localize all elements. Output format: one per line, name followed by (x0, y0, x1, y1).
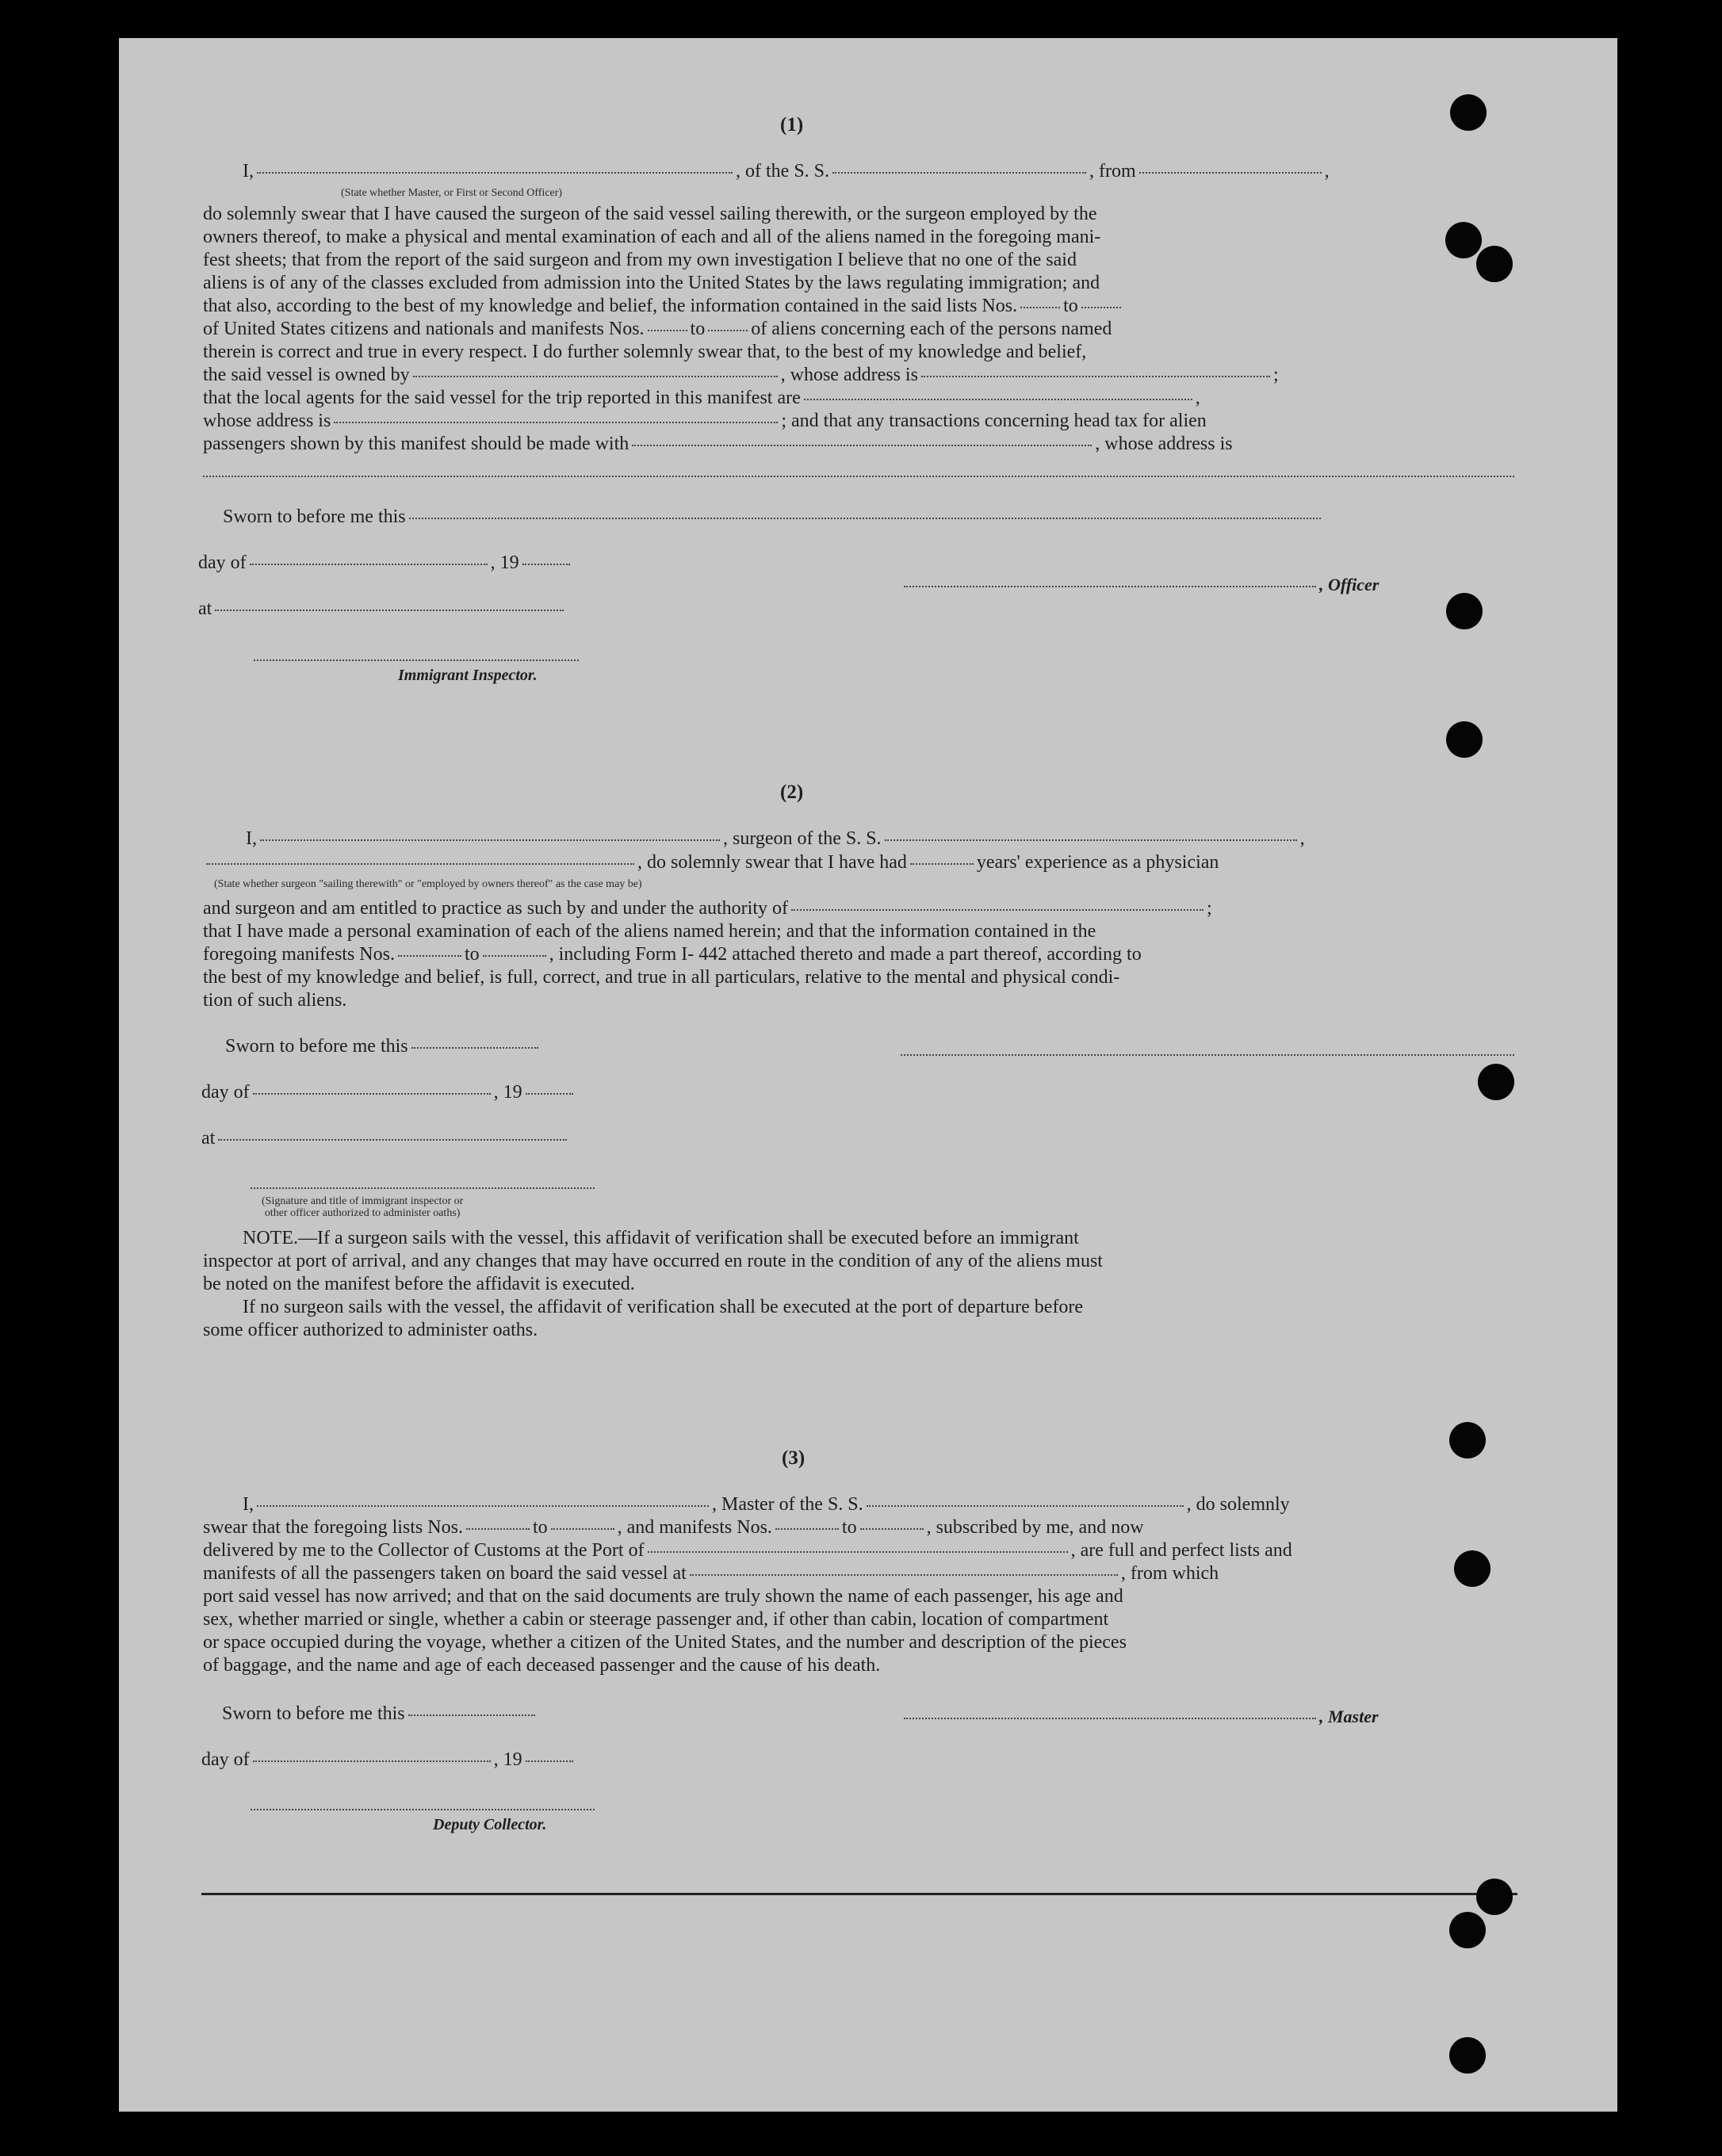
agents-address-line: whose address is ; and that any transactions concerning head tax for alien (203, 411, 1207, 431)
section-1-number: (1) (780, 114, 804, 136)
at-line-2: at (201, 1127, 570, 1149)
punch-hole (1449, 1912, 1486, 1948)
master-oath-line-1: port said vessel has now arrived; and that on the said documents are truly shown the name of each passenger, his age and (203, 1586, 1123, 1607)
master-lists-line: swear that the foregoing lists Nos. to , and manifests Nos. to , subscribed by me, and now (203, 1517, 1144, 1538)
port-departure-line: manifests of all the passengers taken on board the said vessel at , from which (203, 1563, 1219, 1584)
master-signature-line: , Master (901, 1706, 1379, 1728)
surgeon-manifests-line: foregoing manifests Nos. to , including Form I- 442 attached thereto and made a part thereof, according to (203, 944, 1142, 965)
day-of-line-1: day of , 19 (198, 552, 573, 574)
bottom-rule (201, 1893, 1517, 1895)
sworn-line-3: Sworn to before me this (222, 1703, 538, 1725)
oath-line-4: aliens is of any of the classes excluded from admission into the United States by the laws regulating immigration; and (203, 273, 1100, 293)
authority-line: and surgeon and am entitled to practice as such by and under the authority of ; (203, 898, 1212, 919)
years-experience-line: , do solemnly swear that I have had years' experience as a physician (203, 851, 1514, 873)
punch-hole (1478, 1064, 1514, 1100)
delivered-line: delivered by me to the Collector of Customs at the Port of , are full and perfect lists and (203, 1540, 1292, 1561)
address-continuation-line (203, 476, 1514, 477)
note2-line-1: If no surgeon sails with the vessel, the affidavit of verification shall be executed at the port of departure before (243, 1297, 1084, 1317)
owned-by-line: the said vessel is owned by , whose address is ; (203, 365, 1279, 385)
manifest-back-page (119, 38, 1617, 2112)
local-agents-line: that the local agents for the said vessel for the trip reported in this manifest are , (203, 388, 1200, 408)
note-line-1: NOTE.—If a surgeon sails with the vessel, this affidavit of verification shall be executed before an immigrant (243, 1228, 1079, 1248)
such-aliens-line: tion of such aliens. (203, 990, 347, 1011)
section-2-number: (2) (780, 782, 804, 803)
officer-rank-note: (State whether Master, or First or Second Officer) (341, 187, 563, 199)
officer-name-line: I, , of the S. S. , from , (243, 161, 1330, 182)
oath-line-3: fest sheets; that from the report of the said surgeon and from my own investigation I believe that no one of the said (203, 250, 1077, 270)
punch-hole (1445, 222, 1482, 258)
lists-nos-line: that also, according to the best of my knowledge and belief, the information contained in the said lists Nos. to (203, 295, 1514, 317)
collector-signature-line (251, 1809, 595, 1810)
officer-signature-line: , Officer (901, 574, 1379, 596)
surgeon-status-note: (State whether surgeon "sailing therewith" or "employed by owners thereof" as the case may be) (214, 878, 642, 890)
note-line-2: inspector at port of arrival, and any changes that may have occurred en route in the condition of any of the aliens must (203, 1251, 1103, 1271)
head-tax-line: passengers shown by this manifest should be made with , whose address is (203, 434, 1233, 454)
at-line-1: at (198, 598, 567, 620)
master-oath-line-2: sex, whether married or single, whether a cabin or steerage passenger and, if other than cabin, location of compartment (203, 1609, 1109, 1630)
immigrant-inspector-label: Immigrant Inspector. (398, 667, 538, 684)
sworn-line-2: Sworn to before me this (225, 1035, 541, 1057)
examination-line: that I have made a personal examination of each of the aliens named herein; and that the information contained in the (203, 921, 1096, 942)
oath-line-1: do solemnly swear that I have caused the surgeon of the said vessel sailing therewith, or the surgeon employed by the (203, 204, 1097, 224)
note-line-3: be noted on the manifest before the affidavit is executed. (203, 1274, 635, 1294)
further-swear-line: therein is correct and true in every respect. I do further solemnly swear that, to the best of my knowledge and belief, (203, 342, 1087, 362)
punch-hole (1454, 1550, 1490, 1587)
oath-officer-signature-line (251, 1187, 595, 1189)
punch-hole (1450, 94, 1487, 131)
section-3-number: (3) (782, 1447, 806, 1469)
punch-hole (1476, 246, 1513, 282)
knowledge-line: the best of my knowledge and belief, is full, correct, and true in all particulars, relative to the mental and physical condi- (203, 967, 1120, 988)
master-oath-line-4: of baggage, and the name and age of each deceased passenger and the cause of his death. (203, 1655, 881, 1676)
punch-hole (1446, 593, 1483, 629)
surgeon-signature-line (901, 1054, 1514, 1056)
signature-title-note: (Signature and title of immigrant inspector or other officer authorized to administer oaths) (262, 1195, 464, 1219)
note2-line-2: some officer authorized to administer oaths. (203, 1320, 538, 1340)
deputy-collector-label: Deputy Collector. (433, 1816, 547, 1833)
master-name-line: I, , Master of the S. S. , do solemnly (243, 1494, 1290, 1515)
day-of-line-2: day of , 19 (201, 1081, 576, 1103)
citizens-manifests-line: of United States citizens and nationals and manifests Nos. to of aliens concerning each of the persons named (203, 319, 1112, 339)
punch-hole (1449, 1422, 1486, 1458)
day-of-line-3: day of , 19 (201, 1749, 576, 1771)
master-oath-line-3: or space occupied during the voyage, whether a citizen of the United States, and the number and description of the pieces (203, 1632, 1127, 1653)
punch-hole (1476, 1879, 1513, 1915)
surgeon-name-line: I, , surgeon of the S. S. , (246, 828, 1305, 849)
sworn-line-1: Sworn to before me this (223, 506, 1324, 528)
inspector-signature-line (254, 659, 579, 661)
oath-line-2: owners thereof, to make a physical and mental examination of each and all of the aliens named in the foregoing mani- (203, 227, 1101, 247)
punch-hole (1446, 721, 1483, 758)
punch-hole (1449, 2037, 1486, 2074)
